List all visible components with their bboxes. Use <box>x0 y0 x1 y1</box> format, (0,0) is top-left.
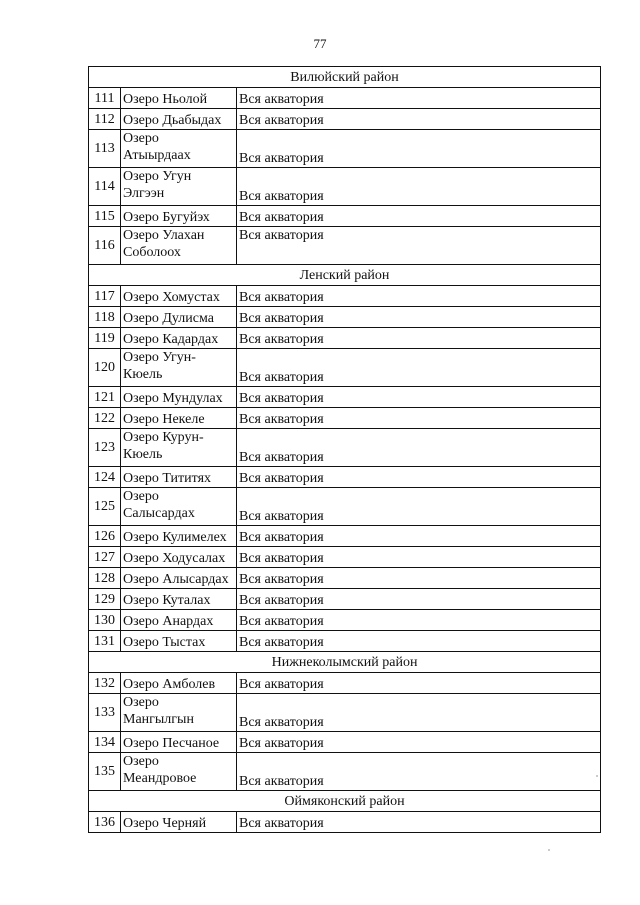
water-body-name-line: Озеро <box>123 489 159 504</box>
water-body-name: Озеро Бугуйэх <box>121 206 237 227</box>
row-number: 112 <box>89 109 121 130</box>
table-row <box>89 488 601 526</box>
protected-area: Вся акватория <box>237 812 601 833</box>
protected-area: Вся акватория <box>237 526 601 547</box>
row-number: 134 <box>89 732 121 753</box>
scan-speck <box>548 849 550 851</box>
row-number: 113 <box>89 130 121 168</box>
section-row <box>89 791 601 812</box>
water-body-name-line: Озеро Улахан <box>123 228 205 243</box>
water-body-name: Озеро Дьабыдах <box>121 109 237 130</box>
water-body-name <box>121 488 237 526</box>
row-number: 120 <box>89 349 121 387</box>
section-title: Оймяконский район <box>89 791 601 812</box>
water-body-name-line: Мангылгын <box>123 712 194 727</box>
section-row <box>89 652 601 673</box>
water-body-name: Озеро Песчаное <box>121 732 237 753</box>
row-number: 129 <box>89 589 121 610</box>
protected-area: Вся акватория <box>237 307 601 328</box>
table-row <box>89 286 601 307</box>
water-body-name-line: Озеро Угун- <box>123 350 196 365</box>
row-number: 125 <box>89 488 121 526</box>
protected-area: Вся акватория <box>237 467 601 488</box>
water-body-name <box>121 227 237 265</box>
water-body-name <box>121 429 237 467</box>
table-row <box>89 547 601 568</box>
table-row <box>89 349 601 387</box>
table-row <box>89 109 601 130</box>
protected-area: Вся акватория <box>237 286 601 307</box>
water-body-name: Озеро Тыстах <box>121 631 237 652</box>
table-row <box>89 732 601 753</box>
water-bodies-table <box>88 66 601 833</box>
row-number: 111 <box>89 88 121 109</box>
row-number: 121 <box>89 387 121 408</box>
scan-speck <box>596 775 598 777</box>
water-body-name: Озеро Мундулах <box>121 387 237 408</box>
protected-area: Вся акватория <box>237 673 601 694</box>
table-row <box>89 307 601 328</box>
table-row <box>89 568 601 589</box>
protected-area: Вся акватория <box>237 88 601 109</box>
section-row <box>89 265 601 286</box>
section-title: Ленский район <box>89 265 601 286</box>
table-row <box>89 408 601 429</box>
water-body-name-line: Соболоох <box>123 245 181 260</box>
row-number: 114 <box>89 168 121 206</box>
protected-area: Вся акватория <box>237 694 601 732</box>
water-body-name <box>121 753 237 791</box>
water-body-name: Озеро Дулисма <box>121 307 237 328</box>
row-number: 132 <box>89 673 121 694</box>
water-body-name-line: Озеро <box>123 131 159 146</box>
row-number: 123 <box>89 429 121 467</box>
water-body-name: Озеро Черняй <box>121 812 237 833</box>
protected-area: Вся акватория <box>237 168 601 206</box>
protected-area: Вся акватория <box>237 568 601 589</box>
protected-area: Вся акватория <box>237 349 601 387</box>
water-body-name: Озеро Ньолой <box>121 88 237 109</box>
table-row <box>89 168 601 206</box>
section-title: Нижнеколымский район <box>89 652 601 673</box>
water-body-name-line: Меандровое <box>123 771 197 786</box>
table-row <box>89 328 601 349</box>
protected-area: Вся акватория <box>237 109 601 130</box>
table-row <box>89 130 601 168</box>
row-number: 117 <box>89 286 121 307</box>
row-number: 116 <box>89 227 121 265</box>
table-row <box>89 673 601 694</box>
row-number: 133 <box>89 694 121 732</box>
water-body-name: Озеро Ходусалах <box>121 547 237 568</box>
water-body-name: Озеро Хомустах <box>121 286 237 307</box>
water-body-name-line: Кюель <box>123 447 163 462</box>
water-body-name: Озеро Амболев <box>121 673 237 694</box>
protected-area: Вся акватория <box>237 387 601 408</box>
water-body-name: Озеро Алысардах <box>121 568 237 589</box>
water-body-name-line: Салысардах <box>123 506 195 521</box>
water-body-name-line: Кюель <box>123 367 163 382</box>
water-body-name: Озеро Анардах <box>121 610 237 631</box>
table-row <box>89 227 601 265</box>
table-row <box>89 206 601 227</box>
row-number: 136 <box>89 812 121 833</box>
page-number: 77 <box>313 36 327 51</box>
protected-area: Вся акватория <box>237 429 601 467</box>
water-body-name: Озеро Куталах <box>121 589 237 610</box>
water-body-name <box>121 694 237 732</box>
protected-area: Вся акватория <box>237 227 601 265</box>
protected-area: Вся акватория <box>237 130 601 168</box>
table-row <box>89 429 601 467</box>
protected-area: Вся акватория <box>237 753 601 791</box>
protected-area: Вся акватория <box>237 328 601 349</box>
row-number: 128 <box>89 568 121 589</box>
row-number: 135 <box>89 753 121 791</box>
protected-area: Вся акватория <box>237 631 601 652</box>
table-row <box>89 589 601 610</box>
water-body-name-line: Озеро Курун- <box>123 430 204 445</box>
water-body-name: Озеро Кадардах <box>121 328 237 349</box>
protected-area: Вся акватория <box>237 206 601 227</box>
table-row <box>89 812 601 833</box>
water-body-name <box>121 349 237 387</box>
table-row <box>89 526 601 547</box>
water-body-name: Озеро Кулимелех <box>121 526 237 547</box>
table-body <box>89 67 601 833</box>
water-body-name-line: Атыырдаах <box>123 148 191 163</box>
water-body-name <box>121 130 237 168</box>
table-row <box>89 88 601 109</box>
table-row <box>89 610 601 631</box>
row-number: 131 <box>89 631 121 652</box>
table-row <box>89 467 601 488</box>
water-body-name-line: Озеро <box>123 695 159 710</box>
table-row <box>89 694 601 732</box>
water-body-name: Озеро Некеле <box>121 408 237 429</box>
section-row <box>89 67 601 88</box>
row-number: 118 <box>89 307 121 328</box>
row-number: 130 <box>89 610 121 631</box>
protected-area: Вся акватория <box>237 732 601 753</box>
protected-area: Вся акватория <box>237 589 601 610</box>
water-body-name-line: Элгээн <box>123 186 165 201</box>
protected-area: Вся акватория <box>237 547 601 568</box>
water-body-name <box>121 168 237 206</box>
row-number: 124 <box>89 467 121 488</box>
row-number: 119 <box>89 328 121 349</box>
table-row <box>89 753 601 791</box>
section-title: Вилюйский район <box>89 67 601 88</box>
row-number: 115 <box>89 206 121 227</box>
water-body-name: Озеро Тититях <box>121 467 237 488</box>
table-row <box>89 387 601 408</box>
water-body-name-line: Озеро <box>123 754 159 769</box>
row-number: 126 <box>89 526 121 547</box>
water-body-name-line: Озеро Угун <box>123 169 192 184</box>
row-number: 127 <box>89 547 121 568</box>
protected-area: Вся акватория <box>237 488 601 526</box>
table-row <box>89 631 601 652</box>
protected-area: Вся акватория <box>237 408 601 429</box>
row-number: 122 <box>89 408 121 429</box>
protected-area: Вся акватория <box>237 610 601 631</box>
